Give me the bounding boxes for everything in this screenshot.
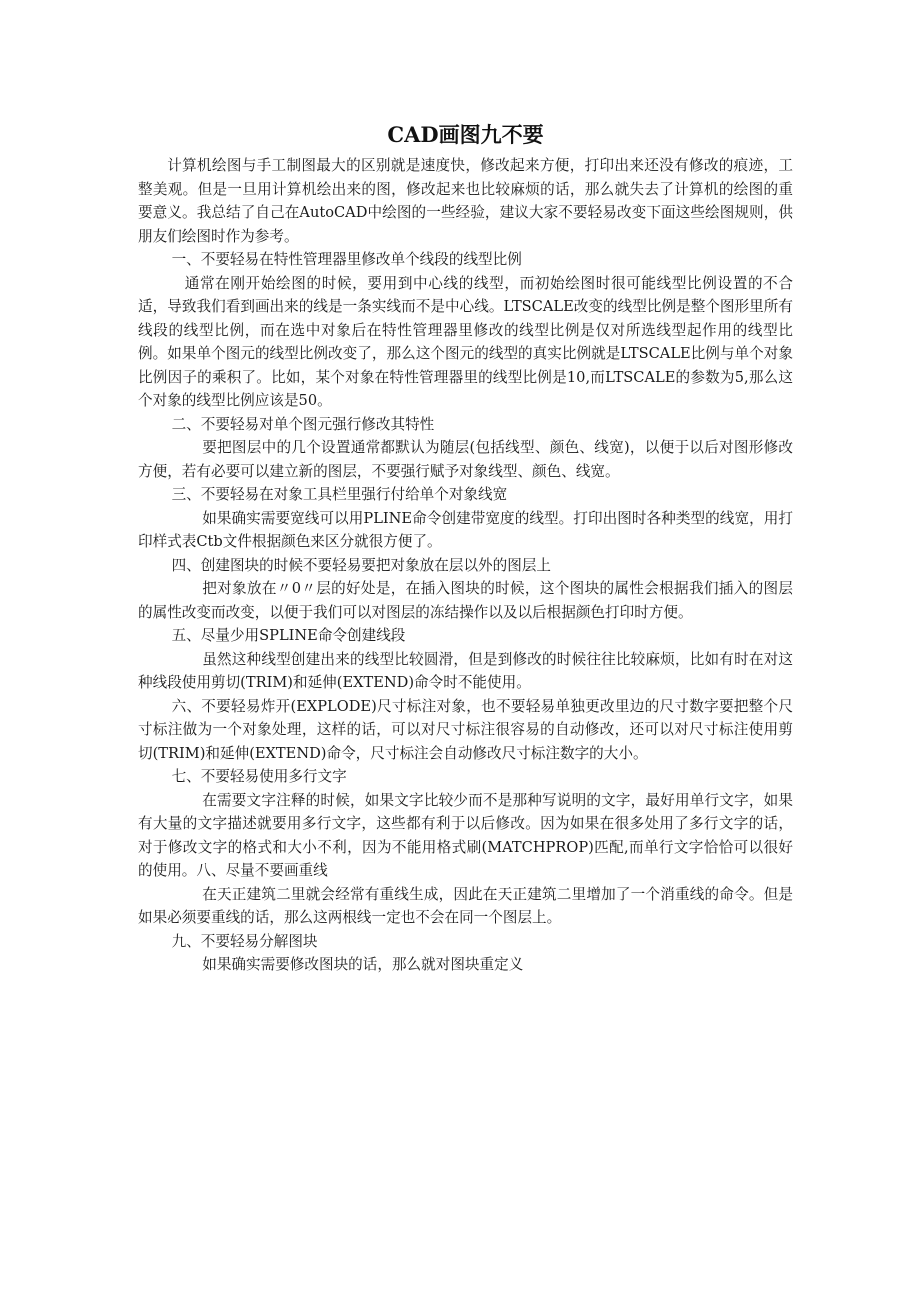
section-4-body: 把对象放在〃0〃层的好处是，在插入图块的时候，这个图块的属性会根据我们插入的图层的属性改变而改变，以便于我们可以对图层的冻结操作以及以后根据颜色打印时方便。 [138, 580, 793, 621]
section-5-body: 虽然这种线型创建出来的线型比较圆滑，但是到修改的时候往往比较麻烦，比如有时在对这种线段使用剪切(TRIM)和延伸(EXTEND)命令时不能使用。 [138, 650, 793, 691]
document-title: CAD画图九不要 [387, 122, 544, 147]
section-8-body: 在天正建筑二里就会经常有重线生成，因此在天正建筑二里增加了一个消重线的命令。但是如果必须要重线的话，那么这两根线一定也不会在同一个图层上。 [138, 885, 793, 926]
section-7-body: 在需要文字注释的时候，如果文字比较少而不是那种写说明的文字，最好用单行文字，如果有大量的文字描述就要用多行文字，这些都有利于以后修改。因为如果在很多处用了多行文字的话，对于修改文字的格式和大小不利，因为不能用格式刷(MATCHPROP)匹配,而单行文字恰恰可以很好的使用。八、尽量不要画重线 [138, 791, 793, 879]
section-2-body: 要把图层中的几个设置通常都默认为随层(包括线型、颜色、线宽)，以便于以后对图形修改方便，若有必要可以建立新的图层，不要强行赋予对象线型、颜色、线宽。 [138, 439, 794, 480]
section-9-heading: 九、不要轻易分解图块 [171, 932, 318, 950]
section-7-heading: 七、不要轻易使用多行文字 [171, 768, 347, 785]
document-body [138, 120, 793, 977]
section-4-heading: 四、创建图块的时候不要轻易要把对象放在层以外的图层上 [171, 556, 552, 574]
section-3-heading: 三、不要轻易在对象工具栏里强行付给单个对象线宽 [171, 486, 508, 503]
section-6-paragraph: 六、不要轻易炸开(EXPLODE)尺寸标注对象，也不要轻易单独更改里边的尺寸数字要把整个尺寸标注做为一个对象处理，这样的话，可以对尺寸标注很容易的自动修改，还可以对尺寸标注使用剪切(TRIM)和延伸(EXTEND)命令，尺寸标注会自动修改尺寸标注数字的大小。 [138, 697, 793, 762]
intro-paragraph: 计算机绘图与手工制图最大的区别就是速度快，修改起来方便，打印出来还没有修改的痕迹，工整美观。但是一旦用计算机绘出来的图，修改起来也比较麻烦的话，那么就失去了计算机的绘图的重要意义。我总结了自己在AutoCAD中绘图的一些经验，建议大家不要轻易改变下面这些绘图规则，供朋友们绘图时作为参考。 [138, 157, 793, 245]
section-3-body: 如果确实需要宽线可以用PLINE命令创建带宽度的线型。打印出图时各种类型的线宽，用打印样式表Ctb文件根据颜色来区分就很方便了。 [138, 509, 793, 550]
section-1-heading: 一、不要轻易在特性管理器里修改单个线段的线型比例 [171, 251, 522, 268]
section-1-body: 通常在刚开始绘图的时候，要用到中心线的线型，而初始绘图时很可能线型比例设置的不合适，导致我们看到画出来的线是一条实线而不是中心线。LTSCALE改变的线型比例是整个图形里所有线段的线型比例，而在选中对象后在特性管理器里修改的线型比例是仅对所选线型起作用的线型比例。如果单个图元的线型比例改变了，那么这个图元的线型的真实比例就是LTSCALE比例与单个对象比例因子的乘积了。比如，某个对象在特性管理器里的线型比例是10,而LTSCALE的参数为5,那么这个对象的线型比例应该是50。 [138, 274, 793, 409]
section-5-heading: 五、尽量少用SPLINE命令创建线段 [171, 627, 406, 644]
section-9-body: 如果确实需要修改图块的话，那么就对图块重定义 [202, 956, 524, 973]
section-2-heading: 二、不要轻易对单个图元强行修改其特性 [171, 415, 435, 433]
